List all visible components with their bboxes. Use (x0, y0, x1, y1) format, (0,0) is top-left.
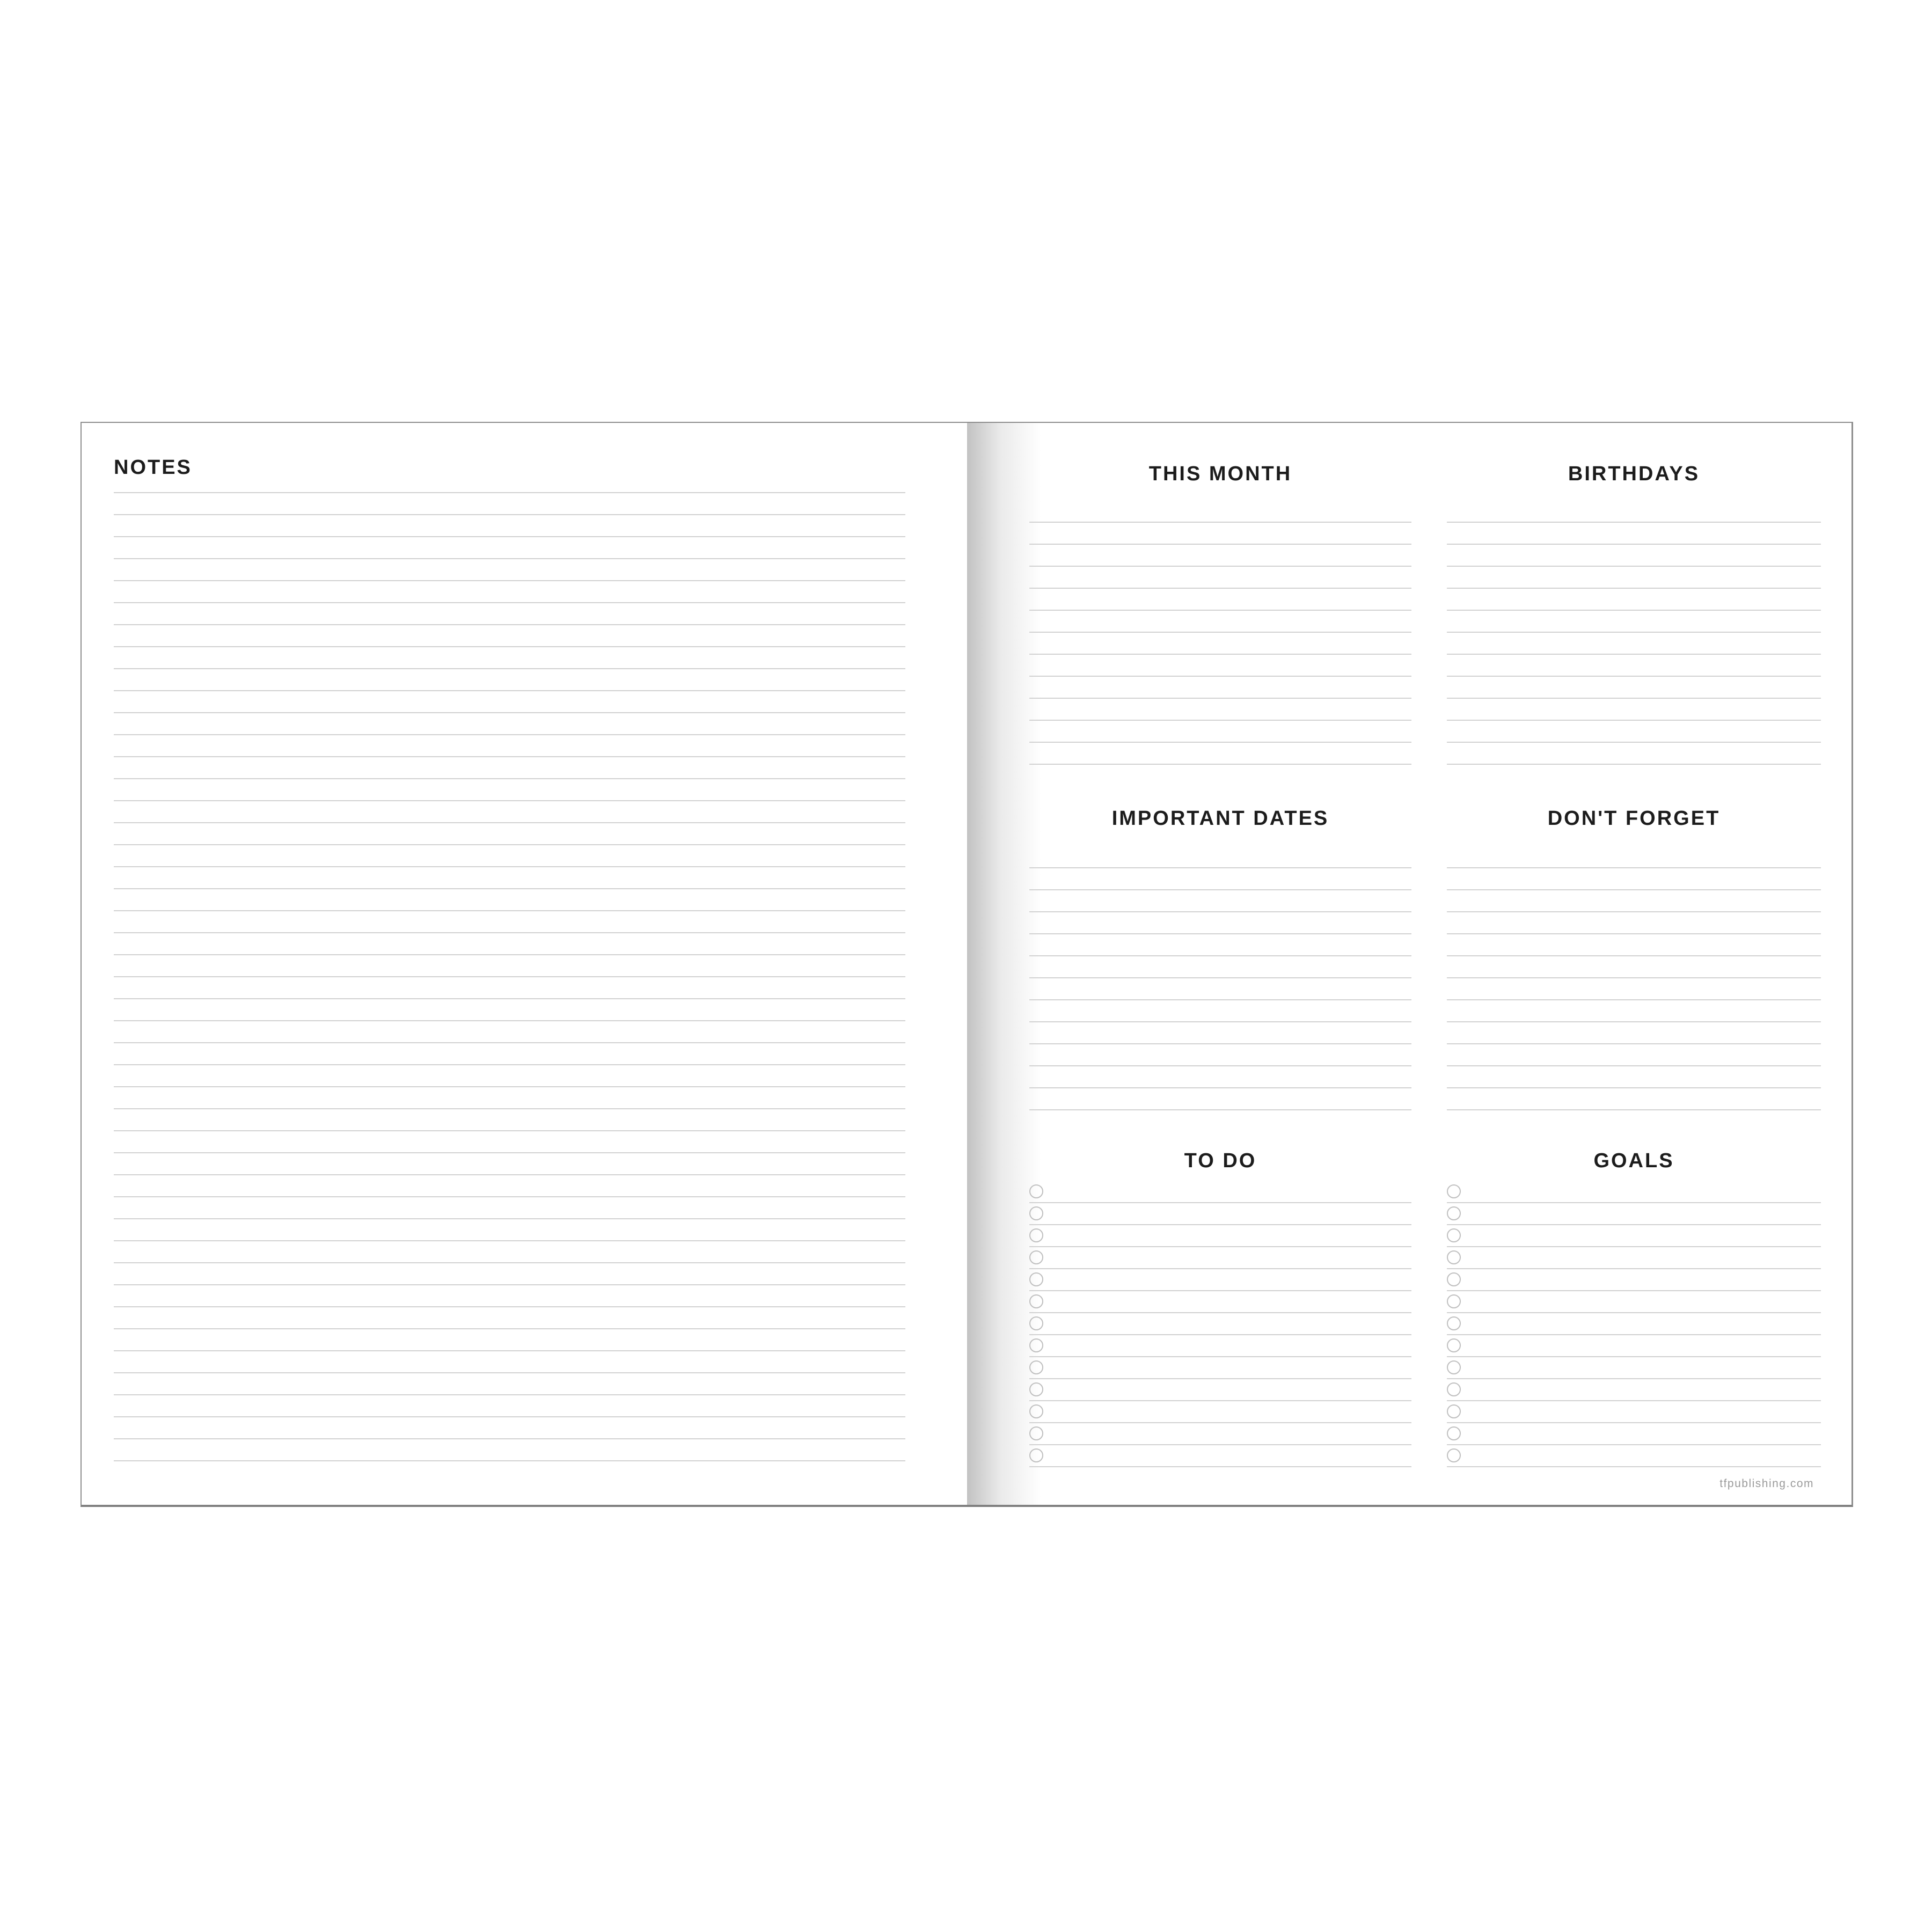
ruled-line (114, 1460, 905, 1461)
notes-title: NOTES (114, 456, 192, 479)
ruled-line (1447, 911, 1821, 912)
section-title-important-dates: IMPORTANT DATES (1111, 807, 1329, 830)
checkbox-circle-icon (1029, 1250, 1043, 1264)
ruled-line (1447, 1109, 1821, 1110)
bullet-row (1447, 1423, 1821, 1445)
ruled-line (1447, 1466, 1821, 1467)
ruled-line (114, 910, 905, 911)
checkbox-circle-icon (1029, 1338, 1043, 1352)
bullet-row (1029, 1379, 1411, 1401)
bullet-row (1447, 1291, 1821, 1313)
ruled-line (1447, 654, 1821, 655)
ruled-line (114, 756, 905, 757)
ruled-line (114, 1064, 905, 1065)
ruled-line (1029, 1087, 1411, 1088)
ruled-line (1029, 1466, 1411, 1467)
checkbox-circle-icon (1447, 1338, 1461, 1352)
bullet-row (1029, 1291, 1411, 1313)
bullet-row (1447, 1401, 1821, 1423)
ruled-line (114, 514, 905, 515)
checkbox-circle-icon (1029, 1184, 1043, 1198)
checkbox-circle-icon (1029, 1382, 1043, 1396)
ruled-line (114, 1306, 905, 1307)
ruled-line (114, 1174, 905, 1175)
section-title-this-month: THIS MONTH (1148, 463, 1292, 485)
checkbox-circle-icon (1447, 1206, 1461, 1220)
checkbox-circle-icon (1447, 1294, 1461, 1308)
ruled-line (1029, 933, 1411, 934)
ruled-line (114, 1372, 905, 1373)
checkbox-circle-icon (1029, 1360, 1043, 1374)
ruled-line (114, 1152, 905, 1153)
ruled-line (114, 1020, 905, 1021)
important-dates-lines (1029, 867, 1411, 1133)
ruled-line (1029, 1021, 1411, 1022)
ruled-line (1447, 955, 1821, 956)
ruled-line (114, 866, 905, 867)
ruled-line (1029, 654, 1411, 655)
goals-rows (1447, 1181, 1821, 1469)
bullet-row (1029, 1335, 1411, 1357)
ruled-line (114, 800, 905, 801)
checkbox-circle-icon (1447, 1382, 1461, 1396)
checkbox-circle-icon (1029, 1294, 1043, 1308)
ruled-line (114, 602, 905, 603)
checkbox-circle-icon (1029, 1404, 1043, 1418)
bullet-row (1447, 1379, 1821, 1401)
checkbox-circle-icon (1447, 1316, 1461, 1330)
ruled-line (1447, 1065, 1821, 1066)
ruled-line (1029, 867, 1411, 868)
to-do-rows (1029, 1181, 1411, 1469)
ruled-line (114, 822, 905, 823)
bullet-row (1029, 1357, 1411, 1379)
ruled-line (114, 1416, 905, 1417)
section-title-goals: GOALS (1593, 1150, 1674, 1172)
checkbox-circle-icon (1447, 1228, 1461, 1242)
ruled-line (1029, 544, 1411, 545)
ruled-line (1029, 742, 1411, 743)
checkbox-circle-icon (1029, 1272, 1043, 1286)
section-title-to-do: TO DO (1184, 1150, 1257, 1172)
bullet-row (1029, 1445, 1411, 1467)
ruled-line (114, 1196, 905, 1197)
ruled-line (1447, 610, 1821, 611)
ruled-line (114, 712, 905, 713)
ruled-line (114, 1240, 905, 1241)
ruled-line (1029, 676, 1411, 677)
bullet-row (1447, 1269, 1821, 1291)
ruled-line (114, 1328, 905, 1329)
ruled-line (114, 1262, 905, 1263)
ruled-line (114, 954, 905, 955)
ruled-line (114, 580, 905, 581)
ruled-line (1447, 742, 1821, 743)
bullet-row (1029, 1401, 1411, 1423)
ruled-line (1029, 977, 1411, 978)
checkbox-circle-icon (1447, 1250, 1461, 1264)
ruled-line (1029, 566, 1411, 567)
section-title-dont-forget: DON'T FORGET (1547, 807, 1721, 830)
bullet-row (1029, 1247, 1411, 1269)
birthdays-lines (1447, 522, 1821, 787)
ruled-line (114, 1438, 905, 1439)
ruled-line (1447, 867, 1821, 868)
ruled-line (114, 778, 905, 779)
ruled-line (114, 888, 905, 889)
ruled-line (1029, 610, 1411, 611)
bullet-row (1029, 1423, 1411, 1445)
ruled-line (114, 1284, 905, 1285)
checkbox-circle-icon (1447, 1184, 1461, 1198)
ruled-line (114, 492, 905, 493)
this-month-lines (1029, 522, 1411, 787)
ruled-line (114, 1108, 905, 1109)
checkbox-circle-icon (1029, 1206, 1043, 1220)
ruled-line (1447, 764, 1821, 765)
ruled-line (1447, 1021, 1821, 1022)
ruled-line (1447, 1087, 1821, 1088)
checkbox-circle-icon (1447, 1272, 1461, 1286)
ruled-line (114, 624, 905, 625)
notes-ruled-lines (114, 492, 905, 1484)
ruled-line (1029, 1043, 1411, 1044)
checkbox-circle-icon (1029, 1316, 1043, 1330)
checkbox-circle-icon (1447, 1404, 1461, 1418)
ruled-line (114, 1130, 905, 1131)
bullet-row (1447, 1225, 1821, 1247)
checkbox-circle-icon (1447, 1426, 1461, 1440)
ruled-line (114, 668, 905, 669)
ruled-line (114, 844, 905, 845)
ruled-line (1029, 1065, 1411, 1066)
ruled-line (1029, 1109, 1411, 1110)
ruled-line (114, 646, 905, 647)
checkbox-circle-icon (1029, 1228, 1043, 1242)
bullet-row (1447, 1445, 1821, 1467)
ruled-line (114, 1350, 905, 1351)
bullet-row (1029, 1203, 1411, 1225)
ruled-line (1029, 911, 1411, 912)
ruled-line (114, 558, 905, 559)
ruled-line (114, 1218, 905, 1219)
ruled-line (1029, 889, 1411, 890)
section-title-birthdays: BIRTHDAYS (1568, 463, 1700, 485)
checkbox-circle-icon (1029, 1426, 1043, 1440)
ruled-line (1447, 522, 1821, 523)
bullet-row (1029, 1269, 1411, 1291)
ruled-line (1447, 588, 1821, 589)
ruled-line (1447, 698, 1821, 699)
ruled-line (1029, 698, 1411, 699)
ruled-line (1029, 588, 1411, 589)
ruled-line (1029, 522, 1411, 523)
ruled-line (114, 690, 905, 691)
bullet-row (1029, 1313, 1411, 1335)
ruled-line (1447, 889, 1821, 890)
ruled-line (1447, 544, 1821, 545)
checkbox-circle-icon (1029, 1448, 1043, 1462)
ruled-line (1029, 955, 1411, 956)
publisher-url: tfpublishing.com (1719, 1477, 1814, 1490)
ruled-line (114, 1086, 905, 1087)
ruled-line (114, 998, 905, 999)
ruled-line (1447, 676, 1821, 677)
bullet-row (1447, 1335, 1821, 1357)
ruled-line (1447, 632, 1821, 633)
checkbox-circle-icon (1447, 1360, 1461, 1374)
bullet-row (1447, 1313, 1821, 1335)
dont-forget-lines (1447, 867, 1821, 1133)
ruled-line (1029, 720, 1411, 721)
ruled-line (1029, 764, 1411, 765)
ruled-line (1447, 720, 1821, 721)
bullet-row (1029, 1225, 1411, 1247)
checkbox-circle-icon (1447, 1448, 1461, 1462)
bullet-row (1447, 1247, 1821, 1269)
ruled-line (114, 1042, 905, 1043)
bullet-row (1029, 1181, 1411, 1203)
bullet-row (1447, 1203, 1821, 1225)
ruled-line (1029, 999, 1411, 1000)
ruled-line (1447, 933, 1821, 934)
ruled-line (114, 734, 905, 735)
ruled-line (114, 536, 905, 537)
bullet-row (1447, 1357, 1821, 1379)
ruled-line (1447, 1043, 1821, 1044)
ruled-line (114, 976, 905, 977)
ruled-line (114, 1394, 905, 1395)
ruled-line (1447, 999, 1821, 1000)
ruled-line (1029, 632, 1411, 633)
ruled-line (114, 932, 905, 933)
ruled-line (1447, 977, 1821, 978)
ruled-line (1447, 566, 1821, 567)
bullet-row (1447, 1181, 1821, 1203)
